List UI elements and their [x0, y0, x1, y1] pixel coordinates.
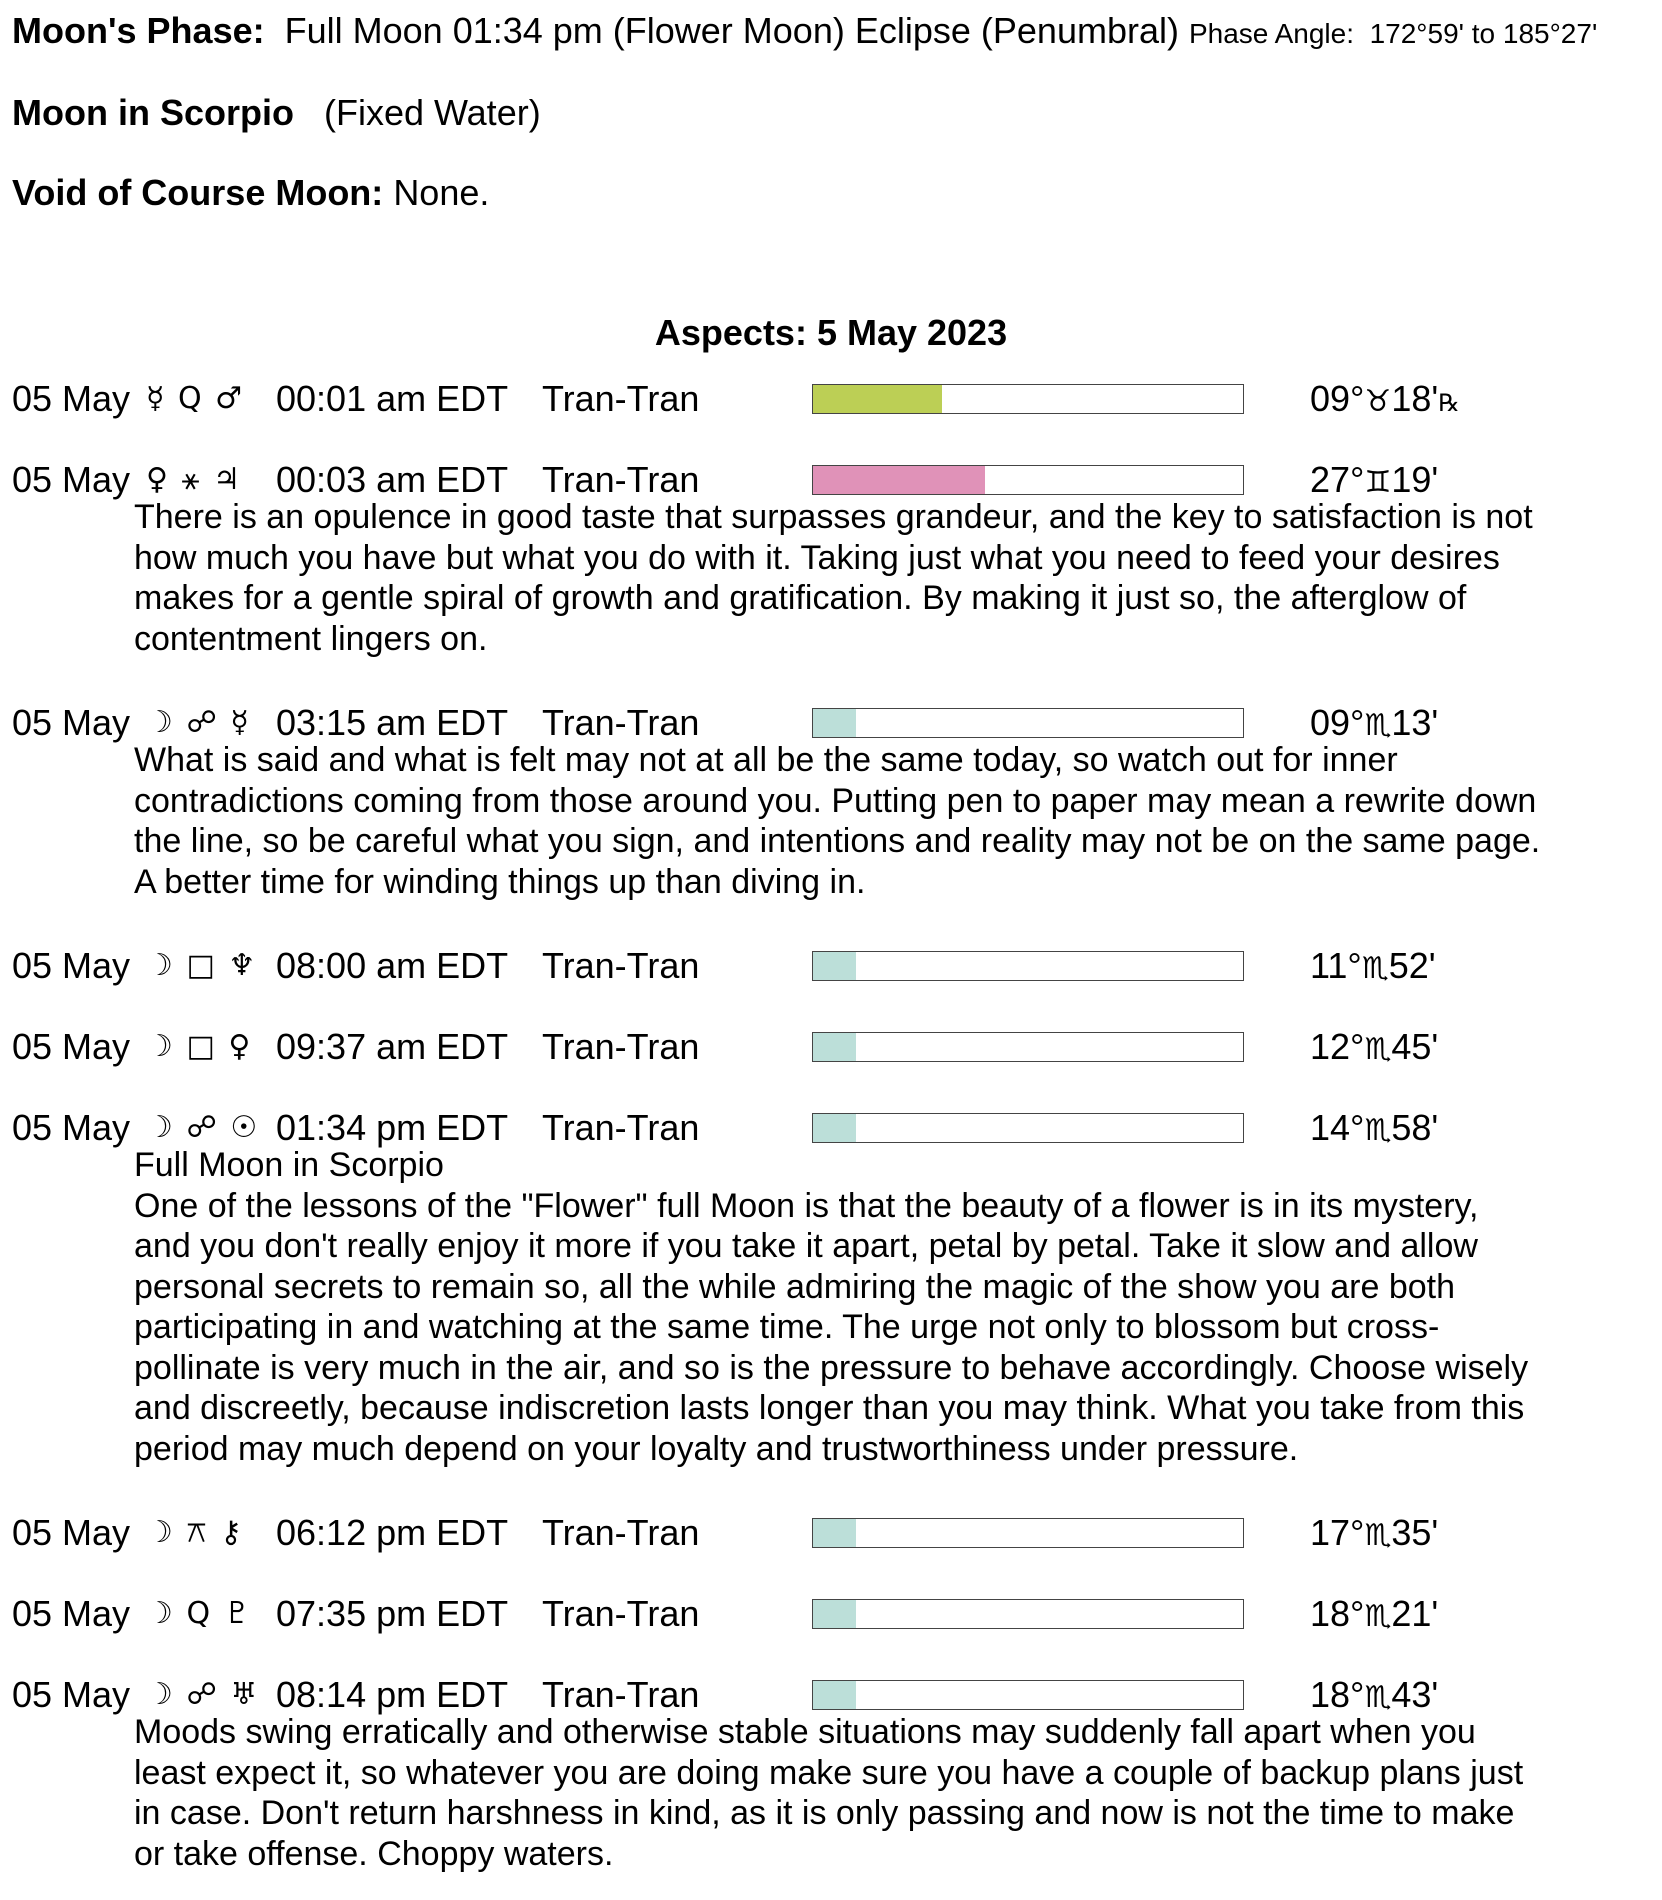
description-line: A better time for winding things up than diving in. — [134, 862, 866, 901]
strength-bar-fill — [813, 1681, 856, 1709]
planet-1-icon: ☿ — [146, 381, 178, 416]
moon-sign-quality: (Fixed Water) — [324, 92, 541, 133]
aspects-title: Aspects: 5 May 2023 — [654, 312, 1008, 353]
position-minutes: 52' — [1388, 945, 1436, 986]
planet-2-icon: ♀ — [228, 1029, 253, 1064]
strength-bar — [812, 465, 1244, 495]
position-degree: 12° — [1310, 1026, 1365, 1067]
phase-angle-value: 172°59' to 185°27' — [1369, 18, 1598, 49]
strength-bar-fill — [813, 1519, 856, 1547]
aspect-time: 08:14 pm EDT — [276, 1674, 509, 1715]
planet-2-icon: ♆ — [228, 948, 258, 983]
aspect-date: 05 May — [12, 1512, 131, 1553]
strength-bar — [812, 1680, 1244, 1710]
position-degree: 18° — [1310, 1593, 1365, 1634]
planet-2-icon: ☉ — [230, 1110, 260, 1145]
zodiac-sign-icon: ♏ — [1364, 1518, 1392, 1553]
aspect-time: 08:00 am EDT — [276, 945, 509, 986]
description-line: makes for a gentle spiral of growth and gratification. By making it just so, the afterglow of — [134, 579, 1467, 617]
aspect-date: 05 May — [12, 378, 131, 419]
aspect-type: Tran-Tran — [542, 378, 700, 419]
aspect-glyphs — [146, 1110, 259, 1145]
strength-bar — [812, 951, 1244, 981]
description-line: how much you have but what you do with it. Taking just what you need to feed your desires — [134, 538, 1500, 577]
aspect-position — [1310, 1026, 1438, 1068]
aspect-position — [1310, 945, 1436, 987]
position-minutes: 21' — [1391, 1593, 1439, 1634]
aspect-time: 00:01 am EDT — [276, 378, 509, 419]
aspect-type: Tran-Tran — [542, 702, 700, 743]
aspect-position — [1310, 1674, 1438, 1716]
description-line: What is said and what is felt may not at all be the same today, so watch out for inner — [134, 741, 1398, 779]
aspect-glyphs — [146, 1677, 259, 1712]
description-line: participating in and watching at the same time. The urge not only to blossom but cross- — [134, 1308, 1440, 1346]
description-line: least expect it, so whatever you are doing make sure you have a couple of backup plans just — [134, 1753, 1524, 1792]
position-minutes: 58' — [1391, 1107, 1439, 1148]
strength-bar — [812, 1599, 1244, 1629]
moon-sign-label: Moon in Scorpio — [12, 92, 294, 133]
strength-bar — [812, 1032, 1244, 1062]
aspect-icon: ☍ — [186, 1677, 231, 1712]
aspect-type: Tran-Tran — [542, 459, 700, 500]
planet-2-icon: ⚷ — [219, 1515, 244, 1550]
description-line: contradictions coming from those around you. Putting pen to paper may mean a rewrite down — [134, 781, 1537, 820]
position-degree: 18° — [1310, 1674, 1365, 1715]
planet-2-icon: ♃ — [213, 462, 242, 497]
aspect-date: 05 May — [12, 1593, 131, 1634]
aspect-glyphs — [146, 381, 244, 416]
aspect-description — [134, 497, 1644, 659]
aspect-glyphs — [146, 705, 251, 740]
position-minutes: 13' — [1391, 702, 1439, 743]
strength-bar — [812, 1113, 1244, 1143]
moon-sign-line — [12, 92, 541, 134]
aspect-icon: Q — [177, 381, 216, 416]
aspect-type: Tran-Tran — [542, 945, 700, 986]
position-degree: 14° — [1310, 1107, 1365, 1148]
aspect-icon: ⚻ — [186, 1515, 220, 1550]
planet-2-icon: ♅ — [230, 1677, 260, 1712]
zodiac-sign-icon: ♉ — [1364, 384, 1392, 419]
strength-bar — [812, 708, 1244, 738]
aspect-time: 06:12 pm EDT — [276, 1512, 509, 1553]
aspect-glyphs — [146, 948, 257, 983]
moon-phase-label: Moon's Phase: — [12, 10, 265, 51]
planet-1-icon: ☽ — [146, 705, 187, 740]
description-line: pollinate is very much in the air, and so is the pressure to behave accordingly. Choose wisely — [134, 1348, 1529, 1387]
strength-bar — [812, 1518, 1244, 1548]
position-minutes: 19' — [1391, 459, 1439, 500]
zodiac-sign-icon: ♏ — [1361, 951, 1389, 986]
description-line: and discreetly, because indiscretion lasts longer than you may think. What you take from this — [134, 1389, 1525, 1427]
aspect-type: Tran-Tran — [542, 1512, 700, 1553]
planet-2-icon: ♂ — [215, 381, 245, 416]
phase-angle-label: Phase Angle: — [1188, 18, 1355, 49]
zodiac-sign-icon: ♏ — [1364, 1680, 1392, 1715]
position-degree: 09° — [1310, 702, 1365, 743]
aspect-date: 05 May — [12, 945, 131, 986]
moon-phase-line — [12, 10, 1597, 52]
strength-bar-fill — [813, 1600, 856, 1628]
description-line: There is an opulence in good taste that surpasses grandeur, and the key to satisfaction is not — [134, 498, 1533, 536]
position-minutes: 45' — [1391, 1026, 1439, 1067]
position-degree: 11° — [1310, 945, 1362, 986]
aspect-date: 05 May — [12, 459, 131, 500]
position-degree: 27° — [1310, 459, 1365, 500]
void-value: None. — [393, 172, 490, 213]
strength-bar-fill — [813, 466, 985, 494]
description-line: period may much depend on your loyalty and trustworthiness under pressure. — [134, 1429, 1299, 1468]
position-minutes: 35' — [1391, 1512, 1439, 1553]
description-line: Full Moon in Scorpio — [134, 1146, 444, 1184]
aspect-glyphs — [146, 1596, 253, 1631]
moon-phase-value: Full Moon 01:34 pm (Flower Moon) Eclipse (Penumbral) — [284, 10, 1179, 51]
strength-bar-fill — [813, 385, 942, 413]
aspect-type: Tran-Tran — [542, 1674, 700, 1715]
aspect-date: 05 May — [12, 1026, 131, 1067]
planet-1-icon: ☽ — [146, 1029, 187, 1064]
planet-2-icon: ♇ — [223, 1596, 253, 1631]
aspect-position — [1310, 1512, 1438, 1554]
aspect-glyphs — [146, 1029, 252, 1064]
description-line: the line, so be careful what you sign, and intentions and reality may not be on the same page. — [134, 822, 1541, 860]
planet-1-icon: ☽ — [146, 948, 187, 983]
aspect-icon: ☍ — [186, 1110, 231, 1145]
aspect-time: 01:34 pm EDT — [276, 1107, 509, 1148]
planet-1-icon: ☽ — [146, 1515, 187, 1550]
position-minutes: 43' — [1391, 1674, 1439, 1715]
position-minutes: 18' — [1391, 378, 1439, 419]
void-label: Void of Course Moon: — [12, 172, 384, 213]
strength-bar-fill — [813, 709, 856, 737]
aspect-description — [134, 1145, 1644, 1469]
aspect-time: 07:35 pm EDT — [276, 1593, 509, 1634]
description-line: contentment lingers on. — [134, 619, 488, 658]
aspect-date: 05 May — [12, 1107, 131, 1148]
zodiac-sign-icon: ♏ — [1364, 1032, 1392, 1067]
aspect-description — [134, 740, 1644, 902]
aspect-position — [1310, 1593, 1438, 1635]
phase-angle — [1189, 18, 1597, 49]
description-line: and you don't really enjoy it more if you take it apart, petal by petal. Take it slow and allow — [134, 1227, 1478, 1265]
strength-bar-fill — [813, 952, 856, 980]
zodiac-sign-icon: ♏ — [1364, 1113, 1392, 1148]
aspect-position — [1310, 378, 1460, 420]
aspect-time: 00:03 am EDT — [276, 459, 509, 500]
aspect-icon: Q — [186, 1596, 224, 1631]
description-line: One of the lessons of the "Flower" full Moon is that the beauty of a flower is in its mystery, — [134, 1186, 1479, 1225]
aspect-type: Tran-Tran — [542, 1593, 700, 1634]
zodiac-sign-icon: ♊ — [1364, 465, 1392, 500]
aspect-date: 05 May — [12, 1674, 131, 1715]
strength-bar-fill — [813, 1033, 856, 1061]
planet-1-icon: ☽ — [146, 1677, 187, 1712]
zodiac-sign-icon: ♏ — [1364, 1599, 1392, 1634]
aspect-icon: ⚹ — [181, 462, 214, 497]
position-degree: 17° — [1310, 1512, 1365, 1553]
description-line: or take offense. Choppy waters. — [134, 1834, 614, 1873]
aspect-type: Tran-Tran — [542, 1026, 700, 1067]
planet-1-icon: ☽ — [146, 1110, 187, 1145]
aspect-position — [1310, 459, 1438, 501]
aspect-glyphs — [146, 462, 242, 497]
aspect-type: Tran-Tran — [542, 1107, 700, 1148]
aspect-icon: □ — [186, 1029, 229, 1064]
strength-bar-fill — [813, 1114, 856, 1142]
aspect-icon: □ — [186, 948, 229, 983]
strength-bar — [812, 384, 1244, 414]
aspect-glyphs — [146, 1515, 244, 1550]
zodiac-sign-icon: ♏ — [1364, 708, 1392, 743]
aspect-position — [1310, 702, 1438, 744]
planet-2-icon: ☿ — [230, 705, 251, 740]
aspect-time: 09:37 am EDT — [276, 1026, 509, 1067]
aspect-icon: ☍ — [186, 705, 231, 740]
planet-1-icon: ♀ — [146, 462, 182, 497]
aspect-description — [134, 1712, 1644, 1874]
aspect-date: 05 May — [12, 702, 131, 743]
description-line: Moods swing erratically and otherwise stable situations may suddenly fall apart when you — [134, 1713, 1476, 1751]
retrograde-icon: ℞ — [1438, 390, 1460, 417]
description-line: in case. Don't return harshness in kind, as it is only passing and now is not the time to make — [134, 1794, 1515, 1832]
planet-1-icon: ☽ — [146, 1596, 187, 1631]
aspect-position — [1310, 1107, 1438, 1149]
aspect-time: 03:15 am EDT — [276, 702, 509, 743]
position-degree: 09° — [1310, 378, 1365, 419]
void-of-course-line — [12, 172, 489, 214]
description-line: personal secrets to remain so, all the while admiring the magic of the show you are both — [134, 1267, 1456, 1306]
